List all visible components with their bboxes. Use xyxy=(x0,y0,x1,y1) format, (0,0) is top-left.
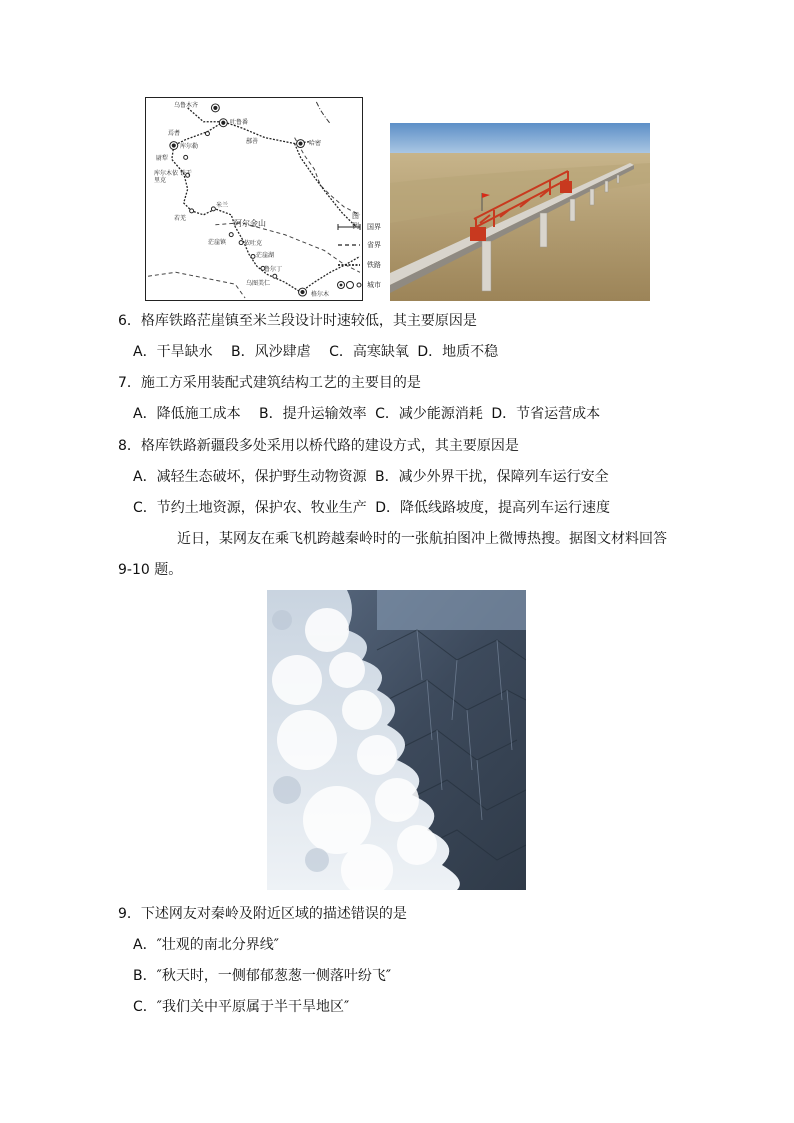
railway-map-lines xyxy=(146,98,362,300)
q7-option-b[interactable]: B．提升运输效率 xyxy=(259,406,367,422)
q8-option-a[interactable]: A．减轻生态破坏，保护野生动物资源 xyxy=(133,469,367,485)
legend-city-label: 城市 xyxy=(367,281,381,289)
city-label-urumqi: 乌鲁木齐 xyxy=(174,102,199,109)
q9-option-b[interactable]: B．″秋天时，一侧郁郁葱葱一侧落叶纷飞″ xyxy=(133,968,392,984)
city-label-ruoqiang: 若羌 xyxy=(174,215,187,222)
question-8-options-line2 xyxy=(133,499,624,517)
question-6: 6．格库铁路茫崖镇至米兰段设计时速较低，其主要原因是 xyxy=(118,313,477,329)
intro-line-1: 近日，某网友在乘飞机跨越秦岭时的一张航拍图冲上微博热搜。据图文材料回答 xyxy=(177,531,667,547)
city-label-wutu: 乌图美仁 xyxy=(246,280,271,287)
city-label-yuli: 尉犁 xyxy=(156,155,169,162)
question-6-options xyxy=(133,343,512,361)
city-label-mangya: 茫崖镇 xyxy=(208,239,227,246)
legend-province-label: 省界 xyxy=(367,241,381,249)
q7-option-a[interactable]: A．降低施工成本 xyxy=(133,406,241,422)
city-label-altun: 阿尔金山 xyxy=(234,219,266,228)
city-label-mangai: 茫崖湖 xyxy=(256,252,275,259)
q6-option-d[interactable]: D．地质不稳 xyxy=(417,344,499,360)
figure-row xyxy=(145,97,650,302)
railway-bridge-photo xyxy=(390,123,650,301)
city-label-yanqi: 焉耆 xyxy=(168,130,181,137)
city-label-yisilik: 依吐克 xyxy=(244,240,263,247)
city-label-tieganlike: 库尔木依 铁干里克 xyxy=(154,170,192,184)
question-8: 8．格库铁路新疆段多处采用以桥代路的建设方式，其主要原因是 xyxy=(118,438,519,454)
legend-border-label: 国界 xyxy=(367,223,381,231)
q6-option-a[interactable]: A．干旱缺水 xyxy=(133,344,213,360)
q7-option-d[interactable]: D．节省运营成本 xyxy=(491,406,601,422)
legend-railway-label: 铁路 xyxy=(367,261,381,269)
railway-map xyxy=(145,97,363,301)
q7-option-c[interactable]: C．减少能源消耗 xyxy=(375,406,483,422)
city-label-shanshan: 鄯善 xyxy=(246,138,259,145)
q6-option-b[interactable]: B．风沙肆虐 xyxy=(231,344,311,360)
city-label-korla: 库尔勒 xyxy=(180,143,199,150)
q8-option-d[interactable]: D．降低线路坡度，提高列车运行速度 xyxy=(375,500,611,516)
city-label-turpan: 吐鲁番 xyxy=(230,119,249,126)
city-label-delingha: 鲁尔丁 xyxy=(264,266,283,273)
legend-symbols xyxy=(335,221,365,299)
q8-option-b[interactable]: B．减少外界干扰，保障列车运行安全 xyxy=(375,469,609,485)
q6-option-c[interactable]: C．高寒缺氧 xyxy=(329,344,409,360)
q8-option-c[interactable]: C．节约土地资源，保护农、牧业生产 xyxy=(133,500,367,516)
intro-line-2: 9-10 题。 xyxy=(118,562,183,578)
question-7-options xyxy=(133,405,614,423)
question-7: 7．施工方采用装配式建筑结构工艺的主要目的是 xyxy=(118,375,421,391)
city-label-milan: 米兰 xyxy=(216,202,229,209)
qinling-aerial-photo xyxy=(267,590,526,890)
city-label-hami: 哈密 xyxy=(309,140,322,147)
q9-option-c[interactable]: C．″我们关中平原属于半干旱地区″ xyxy=(133,999,350,1015)
q9-option-a[interactable]: A．″壮观的南北分界线″ xyxy=(133,937,280,953)
question-9: 9．下述网友对秦岭及附近区域的描述错误的是 xyxy=(118,906,407,922)
city-label-golmud: 格尔木 xyxy=(311,291,330,298)
question-8-options-line1 xyxy=(133,468,623,486)
legend-title: 图例 xyxy=(352,212,359,230)
